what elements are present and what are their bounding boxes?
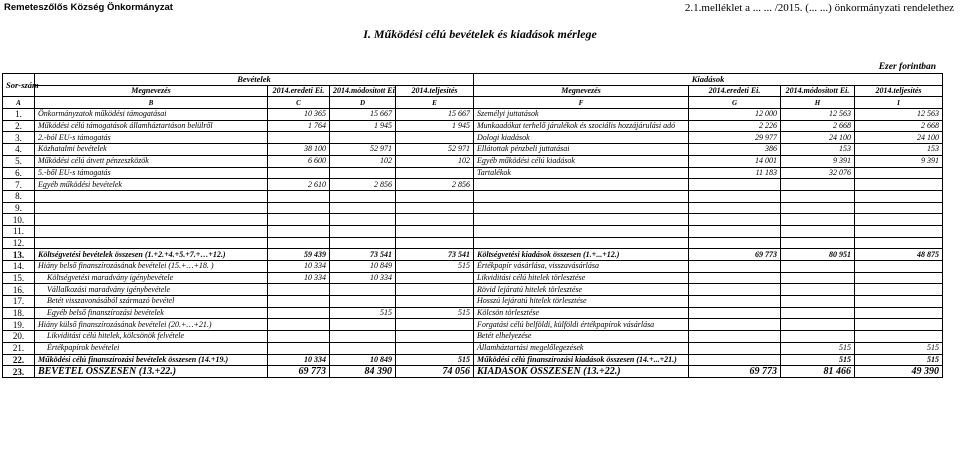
expense-actual — [855, 272, 943, 284]
table-row — [3, 261, 943, 273]
column-letter: C — [268, 97, 330, 109]
table-row — [3, 214, 943, 226]
expense-original — [689, 319, 781, 331]
revenue-actual — [396, 202, 474, 214]
table-row — [3, 144, 943, 156]
expense-original — [689, 214, 781, 226]
expense-name: Ellátottak pénzbeli juttatásai — [474, 144, 689, 156]
annex-reference: 2.1.melléklet a ... ... /2015. (... ...) önkormányzati rendelethez — [684, 2, 954, 14]
revenue-actual — [396, 167, 474, 179]
expense-name: Államháztartási megelőlegezések — [474, 342, 689, 354]
revenue-actual — [396, 225, 474, 237]
revenue-name-header: Megnevezés — [35, 85, 268, 97]
table-row — [3, 109, 943, 121]
expense-actual: 48 875 — [855, 249, 943, 261]
group-header-row — [3, 74, 943, 86]
expense-name — [474, 214, 689, 226]
expense-actual: 515 — [855, 342, 943, 354]
expense-name-header: Megnevezés — [474, 85, 689, 97]
row-number: 15. — [3, 272, 35, 284]
currency-note: Ezer forintban — [878, 62, 936, 72]
revenue-actual — [396, 214, 474, 226]
revenue-name: 5.-ből EU-s támogatás — [35, 167, 268, 179]
expense-name — [474, 225, 689, 237]
revenue-name: Működési célú átvett pénzeszközök — [35, 155, 268, 167]
revenue-name: Önkormányzatok működési támogatásai — [35, 109, 268, 121]
expense-original — [689, 190, 781, 202]
page-title: I. Működési célú bevételek és kiadások mérlege — [363, 27, 597, 41]
expense-original — [689, 284, 781, 296]
row-number: 3. — [3, 132, 35, 144]
revenue-name: Hiány külső finanszírozásának bevételei (20.+…+21.) — [35, 319, 268, 331]
revenue-original — [268, 132, 330, 144]
revenue-name: Költségvetési maradvány igénybevétele — [35, 272, 268, 284]
revenue-actual: 515 — [396, 261, 474, 273]
expense-name: Működési célú finanszírozási kiadások összesen (14.+...+21.) — [474, 354, 689, 366]
revenue-modified — [330, 132, 396, 144]
expense-name — [474, 190, 689, 202]
expense-original: 2 226 — [689, 120, 781, 132]
sorszam-header: Sor-szám — [3, 74, 35, 97]
expense-modified: 9 391 — [781, 155, 855, 167]
expense-modified — [781, 272, 855, 284]
revenue-original — [268, 225, 330, 237]
row-number: 13. — [3, 249, 35, 261]
expense-modified — [781, 284, 855, 296]
column-letter: I — [855, 97, 943, 109]
column-header-row — [3, 85, 943, 97]
expense-actual — [855, 179, 943, 191]
expense-original — [689, 296, 781, 308]
revenue-original: 10 334 — [268, 272, 330, 284]
revenue-modified-header: 2014.módosított Ei. — [330, 85, 396, 97]
column-letter: A — [3, 97, 35, 109]
revenue-name: Működési célú finanszírozási bevételek összesen (14.+19.) — [35, 354, 268, 366]
revenue-actual — [396, 132, 474, 144]
revenue-actual: 73 541 — [396, 249, 474, 261]
expense-actual — [855, 284, 943, 296]
expense-original: 386 — [689, 144, 781, 156]
expense-group-header: Kiadások — [474, 74, 943, 86]
table-body — [3, 74, 943, 378]
revenue-original: 10 365 — [268, 109, 330, 121]
expense-original-header: 2014.eredeti Ei. — [689, 85, 781, 97]
expense-original — [689, 202, 781, 214]
revenue-name — [35, 237, 268, 249]
revenue-actual: 1 945 — [396, 120, 474, 132]
expense-actual — [855, 331, 943, 343]
revenue-actual — [396, 272, 474, 284]
row-number: 4. — [3, 144, 35, 156]
table-row — [3, 272, 943, 284]
row-number: 14. — [3, 261, 35, 273]
revenue-original-header: 2014.eredeti Ei. — [268, 85, 330, 97]
expense-actual: 9 391 — [855, 155, 943, 167]
table-row — [3, 342, 943, 354]
expense-name — [474, 237, 689, 249]
expense-modified: 81 466 — [781, 366, 855, 378]
revenue-original — [268, 307, 330, 319]
revenue-original — [268, 296, 330, 308]
revenue-actual: 102 — [396, 155, 474, 167]
expense-name: Hosszú lejáratú hitelek törlesztése — [474, 296, 689, 308]
table-row — [3, 237, 943, 249]
revenue-name: Vállalkozási maradvány igénybevétele — [35, 284, 268, 296]
table-row — [3, 307, 943, 319]
row-number: 10. — [3, 214, 35, 226]
expense-name — [474, 179, 689, 191]
column-letter: G — [689, 97, 781, 109]
revenue-original — [268, 342, 330, 354]
revenue-original: 10 334 — [268, 261, 330, 273]
revenue-modified: 2 856 — [330, 179, 396, 191]
expense-name: KIADÁSOK ÖSSZESEN (13.+22.) — [474, 366, 689, 378]
expense-modified: 2 668 — [781, 120, 855, 132]
revenue-modified: 10 849 — [330, 261, 396, 273]
revenue-actual: 74 056 — [396, 366, 474, 378]
revenue-original: 2 610 — [268, 179, 330, 191]
table-row — [3, 179, 943, 191]
row-number: 23. — [3, 366, 35, 378]
row-number: 6. — [3, 167, 35, 179]
expense-actual — [855, 237, 943, 249]
row-number: 22. — [3, 354, 35, 366]
expense-modified — [781, 307, 855, 319]
table-row — [3, 120, 943, 132]
revenue-modified: 515 — [330, 307, 396, 319]
table-row — [3, 202, 943, 214]
column-letter: B — [35, 97, 268, 109]
revenue-actual — [396, 319, 474, 331]
table-row — [3, 155, 943, 167]
page-header — [4, 2, 954, 16]
table-row — [3, 331, 943, 343]
expense-name: Egyéb működési célú kiadások — [474, 155, 689, 167]
expense-modified: 32 076 — [781, 167, 855, 179]
revenue-original — [268, 214, 330, 226]
table-row — [3, 284, 943, 296]
column-letter: D — [330, 97, 396, 109]
expense-actual — [855, 261, 943, 273]
revenue-original — [268, 167, 330, 179]
expense-original: 12 000 — [689, 109, 781, 121]
expense-modified: 515 — [781, 342, 855, 354]
expense-actual: 12 563 — [855, 109, 943, 121]
expense-modified: 153 — [781, 144, 855, 156]
expense-actual — [855, 225, 943, 237]
expense-name: Forgatási célú belföldi, külföldi értékpapírok vásárlása — [474, 319, 689, 331]
revenue-original: 10 334 — [268, 354, 330, 366]
revenue-modified — [330, 319, 396, 331]
revenue-modified — [330, 202, 396, 214]
expense-name: Költségvetési kiadások összesen (1.+...+12.) — [474, 249, 689, 261]
column-letter: H — [781, 97, 855, 109]
revenue-original: 1 764 — [268, 120, 330, 132]
expense-original — [689, 272, 781, 284]
revenue-name: Egyéb belső finanszírozási bevételek — [35, 307, 268, 319]
expense-original: 69 773 — [689, 249, 781, 261]
municipality-name: Remeteszőlős Község Önkormányzat — [4, 2, 173, 13]
balance-table — [2, 73, 943, 378]
row-number: 7. — [3, 179, 35, 191]
expense-modified — [781, 225, 855, 237]
expense-original — [689, 179, 781, 191]
expense-modified — [781, 319, 855, 331]
table-row — [3, 132, 943, 144]
revenue-original — [268, 284, 330, 296]
revenue-modified — [330, 331, 396, 343]
row-number: 8. — [3, 190, 35, 202]
expense-modified — [781, 237, 855, 249]
expense-actual: 515 — [855, 354, 943, 366]
expense-modified — [781, 331, 855, 343]
expense-modified: 24 100 — [781, 132, 855, 144]
revenue-name — [35, 214, 268, 226]
row-number: 11. — [3, 225, 35, 237]
revenue-modified: 52 971 — [330, 144, 396, 156]
expense-actual: 2 668 — [855, 120, 943, 132]
table-row — [3, 366, 943, 378]
revenue-actual — [396, 190, 474, 202]
expense-modified — [781, 261, 855, 273]
revenue-actual — [396, 296, 474, 308]
row-number: 19. — [3, 319, 35, 331]
revenue-original: 59 439 — [268, 249, 330, 261]
expense-name: Értékpapír vásárlása, visszavásárlása — [474, 261, 689, 273]
expense-original: 29 977 — [689, 132, 781, 144]
revenue-original: 6 600 — [268, 155, 330, 167]
revenue-name: Egyéb működési bevételek — [35, 179, 268, 191]
revenue-modified: 10 849 — [330, 354, 396, 366]
column-letter: F — [474, 97, 689, 109]
revenue-modified: 102 — [330, 155, 396, 167]
expense-actual — [855, 167, 943, 179]
expense-modified — [781, 202, 855, 214]
expense-name: Munkaadókat terhelő járulékok és szociális hozzájárulási adó — [474, 120, 689, 132]
row-number: 5. — [3, 155, 35, 167]
revenue-actual — [396, 342, 474, 354]
expense-actual: 153 — [855, 144, 943, 156]
row-number: 9. — [3, 202, 35, 214]
revenue-modified — [330, 225, 396, 237]
expense-original — [689, 225, 781, 237]
expense-original — [689, 331, 781, 343]
expense-original: 69 773 — [689, 366, 781, 378]
expense-original: 14 001 — [689, 155, 781, 167]
table-row — [3, 167, 943, 179]
revenue-modified: 15 667 — [330, 109, 396, 121]
column-letter: E — [396, 97, 474, 109]
expense-name: Betét elhelyezése — [474, 331, 689, 343]
revenue-modified — [330, 214, 396, 226]
revenue-actual: 515 — [396, 354, 474, 366]
revenue-actual: 15 667 — [396, 109, 474, 121]
table-row — [3, 319, 943, 331]
expense-modified-header: 2014.módosított Ei. — [781, 85, 855, 97]
revenue-name: Működési célú támogatások államháztartáson belülről — [35, 120, 268, 132]
revenue-original — [268, 331, 330, 343]
revenue-modified — [330, 284, 396, 296]
expense-name: Rövid lejáratú hitelek törlesztése — [474, 284, 689, 296]
expense-actual — [855, 214, 943, 226]
revenue-original — [268, 190, 330, 202]
revenue-original: 69 773 — [268, 366, 330, 378]
revenue-actual: 52 971 — [396, 144, 474, 156]
revenue-name — [35, 190, 268, 202]
expense-name: Likviditási célú hitelek törlesztése — [474, 272, 689, 284]
expense-original — [689, 261, 781, 273]
row-number: 18. — [3, 307, 35, 319]
revenue-name: BEVÉTEL ÖSSZESEN (13.+22.) — [35, 366, 268, 378]
revenue-name: Költségvetési bevételek összesen (1.+2.+4.+5.+7.+…+12.) — [35, 249, 268, 261]
revenue-modified — [330, 237, 396, 249]
revenue-name — [35, 225, 268, 237]
expense-original — [689, 342, 781, 354]
revenue-actual: 2 856 — [396, 179, 474, 191]
revenue-actual — [396, 284, 474, 296]
revenue-modified — [330, 167, 396, 179]
revenue-original: 38 100 — [268, 144, 330, 156]
table-row — [3, 249, 943, 261]
revenue-actual — [396, 237, 474, 249]
row-number: 21. — [3, 342, 35, 354]
revenue-name: Értékpapírok bevételei — [35, 342, 268, 354]
expense-name: Kölcsön törlesztése — [474, 307, 689, 319]
revenue-name: 2.-ból EU-s támogatás — [35, 132, 268, 144]
revenue-modified — [330, 190, 396, 202]
expense-actual: 24 100 — [855, 132, 943, 144]
table-row — [3, 190, 943, 202]
row-number: 12. — [3, 237, 35, 249]
revenue-modified: 84 390 — [330, 366, 396, 378]
expense-actual — [855, 202, 943, 214]
expense-actual-header: 2014.teljesítés — [855, 85, 943, 97]
row-number: 16. — [3, 284, 35, 296]
revenue-actual — [396, 331, 474, 343]
revenue-original — [268, 237, 330, 249]
expense-modified — [781, 179, 855, 191]
revenue-name — [35, 202, 268, 214]
expense-modified: 515 — [781, 354, 855, 366]
expense-actual — [855, 319, 943, 331]
revenue-modified — [330, 342, 396, 354]
expense-original — [689, 307, 781, 319]
expense-modified — [781, 190, 855, 202]
revenue-name: Betét visszavonásából származó bevétel — [35, 296, 268, 308]
expense-name: Dologi kiadások — [474, 132, 689, 144]
revenue-name: Hiány belső finanszírozásának bevételei (15.+…+18. ) — [35, 261, 268, 273]
revenue-original — [268, 202, 330, 214]
revenue-actual: 515 — [396, 307, 474, 319]
column-letter-row — [3, 97, 943, 109]
revenue-group-header: Bevételek — [35, 74, 474, 86]
revenue-name: Közhatalmi bevételek — [35, 144, 268, 156]
expense-original — [689, 354, 781, 366]
expense-original — [689, 237, 781, 249]
expense-modified: 80 951 — [781, 249, 855, 261]
table-row — [3, 225, 943, 237]
expense-name: Tartalékok — [474, 167, 689, 179]
revenue-modified: 73 541 — [330, 249, 396, 261]
row-number: 2. — [3, 120, 35, 132]
expense-modified — [781, 296, 855, 308]
revenue-name: Likviditási célú hitelek, kölcsönök felvétele — [35, 331, 268, 343]
expense-actual — [855, 307, 943, 319]
expense-original: 11 183 — [689, 167, 781, 179]
expense-actual — [855, 190, 943, 202]
table-row — [3, 296, 943, 308]
expense-actual — [855, 296, 943, 308]
table-row — [3, 354, 943, 366]
row-number: 17. — [3, 296, 35, 308]
revenue-original — [268, 319, 330, 331]
expense-modified — [781, 214, 855, 226]
revenue-modified — [330, 296, 396, 308]
row-number: 1. — [3, 109, 35, 121]
expense-modified: 12 563 — [781, 109, 855, 121]
expense-name — [474, 202, 689, 214]
row-number: 20. — [3, 331, 35, 343]
expense-name: Személyi juttatások — [474, 109, 689, 121]
revenue-modified: 1 945 — [330, 120, 396, 132]
revenue-modified: 10 334 — [330, 272, 396, 284]
revenue-actual-header: 2014.teljesítés — [396, 85, 474, 97]
expense-actual: 49 390 — [855, 366, 943, 378]
